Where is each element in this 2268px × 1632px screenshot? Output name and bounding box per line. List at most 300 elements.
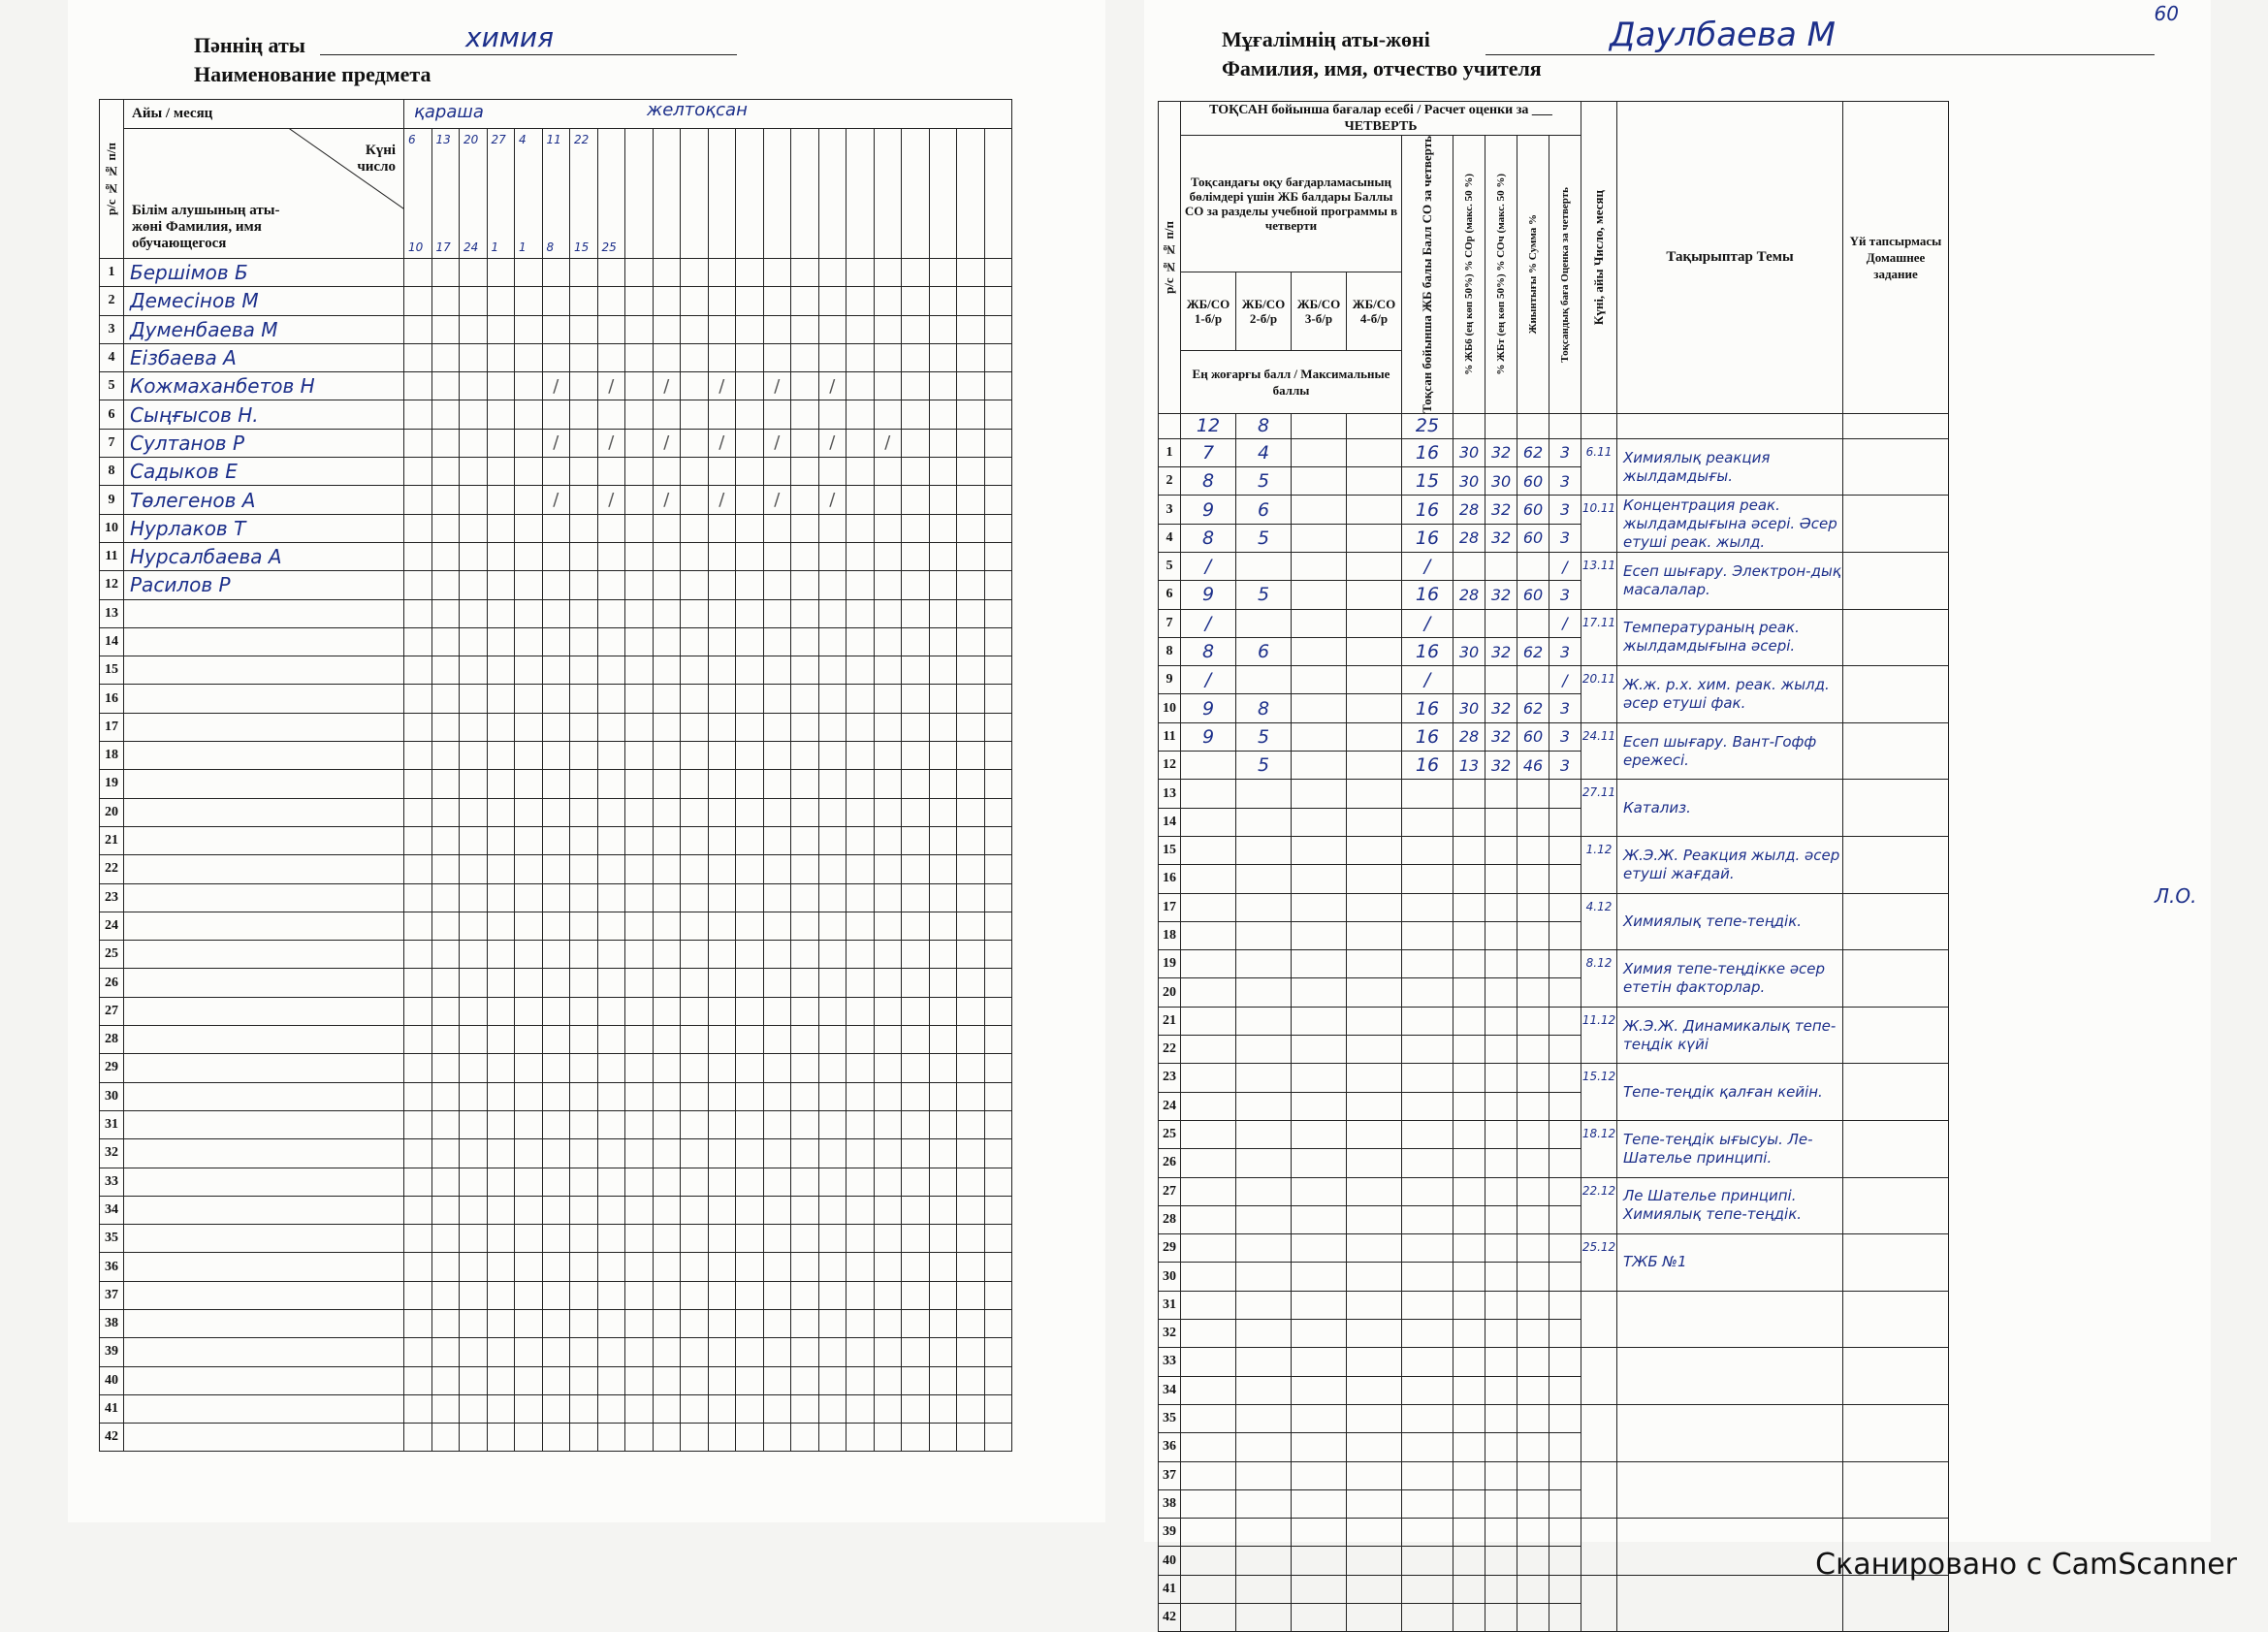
attendance-cell[interactable] bbox=[736, 486, 764, 514]
attendance-cell[interactable] bbox=[791, 1366, 819, 1394]
attendance-cell[interactable] bbox=[763, 742, 791, 770]
grade-cell[interactable]: / bbox=[1181, 609, 1236, 637]
attendance-cell[interactable] bbox=[460, 1082, 488, 1110]
attendance-cell[interactable]: / bbox=[708, 372, 736, 400]
attendance-cell[interactable] bbox=[984, 656, 1012, 685]
grade-cell[interactable]: 3 bbox=[1549, 722, 1581, 751]
attendance-cell[interactable] bbox=[681, 1394, 709, 1423]
attendance-cell[interactable] bbox=[431, 1281, 460, 1309]
attendance-cell[interactable] bbox=[487, 1082, 515, 1110]
attendance-cell[interactable] bbox=[736, 855, 764, 883]
attendance-cell[interactable] bbox=[570, 1424, 598, 1452]
grade-cell[interactable]: 30 bbox=[1453, 438, 1485, 466]
attendance-cell[interactable] bbox=[957, 599, 985, 627]
attendance-cell[interactable] bbox=[957, 1225, 985, 1253]
grade-cell[interactable] bbox=[1402, 921, 1453, 949]
attendance-cell[interactable] bbox=[984, 514, 1012, 542]
attendance-cell[interactable] bbox=[874, 372, 902, 400]
grade-cell[interactable]: 13 bbox=[1453, 752, 1485, 780]
attendance-cell[interactable] bbox=[874, 1026, 902, 1054]
attendance-cell[interactable] bbox=[763, 1168, 791, 1196]
attendance-cell[interactable] bbox=[791, 1139, 819, 1168]
attendance-cell[interactable] bbox=[708, 1394, 736, 1423]
attendance-cell[interactable] bbox=[902, 1394, 930, 1423]
attendance-cell[interactable] bbox=[597, 1281, 625, 1309]
attendance-cell[interactable] bbox=[597, 912, 625, 940]
attendance-cell[interactable] bbox=[763, 798, 791, 826]
grade-cell[interactable] bbox=[1292, 921, 1347, 949]
attendance-cell[interactable] bbox=[515, 1309, 543, 1337]
attendance-cell[interactable] bbox=[542, 656, 570, 685]
attendance-cell[interactable] bbox=[957, 1281, 985, 1309]
grade-cell[interactable] bbox=[1181, 1547, 1236, 1575]
attendance-cell[interactable] bbox=[681, 542, 709, 570]
attendance-cell[interactable]: / bbox=[653, 486, 681, 514]
attendance-cell[interactable] bbox=[929, 685, 957, 713]
attendance-cell[interactable] bbox=[957, 1309, 985, 1337]
attendance-cell[interactable] bbox=[653, 599, 681, 627]
attendance-cell[interactable] bbox=[874, 1366, 902, 1394]
grade-cell[interactable] bbox=[1236, 1603, 1292, 1631]
attendance-cell[interactable] bbox=[681, 826, 709, 854]
grade-cell[interactable] bbox=[1549, 1461, 1581, 1489]
attendance-cell[interactable] bbox=[597, 656, 625, 685]
attendance-cell[interactable] bbox=[431, 1168, 460, 1196]
grade-cell[interactable] bbox=[1347, 978, 1402, 1007]
attendance-cell[interactable] bbox=[542, 400, 570, 429]
attendance-cell[interactable] bbox=[653, 1281, 681, 1309]
attendance-cell[interactable] bbox=[818, 1082, 847, 1110]
attendance-cell[interactable]: / bbox=[597, 372, 625, 400]
attendance-cell[interactable] bbox=[736, 1309, 764, 1337]
attendance-cell[interactable] bbox=[404, 458, 432, 486]
attendance-cell[interactable] bbox=[460, 1309, 488, 1337]
grade-cell[interactable] bbox=[1292, 1036, 1347, 1064]
attendance-cell[interactable] bbox=[487, 542, 515, 570]
attendance-cell[interactable] bbox=[597, 685, 625, 713]
grade-cell[interactable] bbox=[1402, 836, 1453, 864]
attendance-cell[interactable] bbox=[791, 259, 819, 287]
grade-cell[interactable]: 32 bbox=[1485, 496, 1517, 524]
attendance-cell[interactable] bbox=[570, 656, 598, 685]
attendance-cell[interactable] bbox=[570, 713, 598, 741]
attendance-cell[interactable] bbox=[874, 969, 902, 997]
attendance-cell[interactable] bbox=[874, 599, 902, 627]
attendance-cell[interactable] bbox=[818, 259, 847, 287]
attendance-cell[interactable] bbox=[681, 1110, 709, 1138]
grade-cell[interactable] bbox=[1517, 921, 1549, 949]
attendance-cell[interactable] bbox=[570, 1054, 598, 1082]
attendance-cell[interactable] bbox=[791, 941, 819, 969]
attendance-cell[interactable] bbox=[929, 1424, 957, 1452]
attendance-cell[interactable] bbox=[625, 1026, 654, 1054]
attendance-cell[interactable] bbox=[929, 969, 957, 997]
grade-cell[interactable] bbox=[1292, 1064, 1347, 1092]
attendance-cell[interactable] bbox=[847, 770, 875, 798]
grade-cell[interactable] bbox=[1181, 1036, 1236, 1064]
attendance-cell[interactable] bbox=[736, 1394, 764, 1423]
attendance-cell[interactable] bbox=[929, 997, 957, 1025]
grade-cell[interactable] bbox=[1549, 1348, 1581, 1376]
lesson-homework[interactable] bbox=[1843, 1177, 1949, 1234]
attendance-cell[interactable] bbox=[515, 969, 543, 997]
attendance-cell[interactable] bbox=[847, 1168, 875, 1196]
attendance-cell[interactable] bbox=[791, 486, 819, 514]
lesson-homework[interactable] bbox=[1843, 1575, 1949, 1632]
grade-cell[interactable]: 16 bbox=[1402, 722, 1453, 751]
attendance-cell[interactable] bbox=[542, 1366, 570, 1394]
attendance-cell[interactable] bbox=[487, 1110, 515, 1138]
attendance-cell[interactable] bbox=[763, 1338, 791, 1366]
attendance-cell[interactable] bbox=[487, 514, 515, 542]
attendance-cell[interactable] bbox=[957, 542, 985, 570]
grade-cell[interactable] bbox=[1347, 1603, 1402, 1631]
grade-cell[interactable] bbox=[1453, 893, 1485, 921]
attendance-cell[interactable] bbox=[818, 770, 847, 798]
attendance-cell[interactable] bbox=[763, 1225, 791, 1253]
attendance-cell[interactable] bbox=[902, 798, 930, 826]
grade-cell[interactable] bbox=[1347, 1575, 1402, 1603]
attendance-cell[interactable] bbox=[736, 941, 764, 969]
attendance-cell[interactable] bbox=[515, 798, 543, 826]
grade-cell[interactable] bbox=[1347, 1519, 1402, 1547]
attendance-cell[interactable] bbox=[902, 685, 930, 713]
grade-cell[interactable] bbox=[1485, 1177, 1517, 1205]
grade-cell[interactable] bbox=[1549, 836, 1581, 864]
grade-cell[interactable] bbox=[1549, 1064, 1581, 1092]
attendance-cell[interactable] bbox=[515, 259, 543, 287]
attendance-cell[interactable] bbox=[763, 1394, 791, 1423]
attendance-cell[interactable] bbox=[570, 883, 598, 912]
attendance-cell[interactable]: / bbox=[653, 372, 681, 400]
attendance-cell[interactable] bbox=[431, 486, 460, 514]
attendance-cell[interactable] bbox=[653, 1139, 681, 1168]
attendance-cell[interactable] bbox=[847, 400, 875, 429]
attendance-cell[interactable] bbox=[515, 1168, 543, 1196]
attendance-cell[interactable] bbox=[570, 571, 598, 599]
grade-cell[interactable] bbox=[1292, 1519, 1347, 1547]
attendance-cell[interactable] bbox=[874, 627, 902, 656]
attendance-cell[interactable] bbox=[625, 1281, 654, 1309]
grade-cell[interactable] bbox=[1453, 1064, 1485, 1092]
attendance-cell[interactable] bbox=[818, 685, 847, 713]
attendance-cell[interactable] bbox=[431, 656, 460, 685]
attendance-cell[interactable] bbox=[902, 400, 930, 429]
attendance-cell[interactable] bbox=[460, 1139, 488, 1168]
attendance-cell[interactable] bbox=[791, 627, 819, 656]
lesson-homework[interactable] bbox=[1843, 836, 1949, 893]
attendance-cell[interactable] bbox=[818, 912, 847, 940]
attendance-cell[interactable] bbox=[984, 1338, 1012, 1366]
attendance-cell[interactable] bbox=[570, 969, 598, 997]
attendance-cell[interactable] bbox=[460, 1225, 488, 1253]
grade-cell[interactable]: 32 bbox=[1485, 752, 1517, 780]
attendance-cell[interactable] bbox=[736, 1225, 764, 1253]
attendance-cell[interactable] bbox=[515, 514, 543, 542]
attendance-cell[interactable] bbox=[902, 969, 930, 997]
grade-cell[interactable] bbox=[1453, 1036, 1485, 1064]
attendance-cell[interactable] bbox=[597, 458, 625, 486]
attendance-cell[interactable] bbox=[818, 713, 847, 741]
attendance-cell[interactable] bbox=[681, 912, 709, 940]
attendance-cell[interactable] bbox=[681, 770, 709, 798]
attendance-cell[interactable] bbox=[984, 826, 1012, 854]
attendance-cell[interactable] bbox=[681, 941, 709, 969]
attendance-cell[interactable] bbox=[404, 742, 432, 770]
grade-cell[interactable] bbox=[1292, 808, 1347, 836]
attendance-cell[interactable] bbox=[431, 1366, 460, 1394]
attendance-cell[interactable] bbox=[736, 1139, 764, 1168]
attendance-cell[interactable] bbox=[460, 372, 488, 400]
attendance-cell[interactable] bbox=[902, 1026, 930, 1054]
attendance-cell[interactable] bbox=[929, 1082, 957, 1110]
attendance-cell[interactable] bbox=[818, 1196, 847, 1224]
attendance-cell[interactable] bbox=[847, 1110, 875, 1138]
grade-cell[interactable] bbox=[1347, 1547, 1402, 1575]
grade-cell[interactable] bbox=[1292, 1575, 1347, 1603]
grade-cell[interactable]: 5 bbox=[1236, 722, 1292, 751]
grade-cell[interactable] bbox=[1347, 722, 1402, 751]
grade-cell[interactable] bbox=[1402, 1149, 1453, 1177]
attendance-cell[interactable] bbox=[681, 1196, 709, 1224]
grade-cell[interactable] bbox=[1517, 1575, 1549, 1603]
attendance-cell[interactable] bbox=[874, 1338, 902, 1366]
attendance-cell[interactable] bbox=[902, 1338, 930, 1366]
attendance-cell[interactable] bbox=[902, 259, 930, 287]
attendance-cell[interactable] bbox=[542, 259, 570, 287]
grade-cell[interactable] bbox=[1236, 609, 1292, 637]
attendance-cell[interactable] bbox=[818, 1338, 847, 1366]
attendance-cell[interactable] bbox=[597, 514, 625, 542]
grade-cell[interactable] bbox=[1347, 752, 1402, 780]
attendance-cell[interactable] bbox=[847, 997, 875, 1025]
attendance-cell[interactable] bbox=[847, 514, 875, 542]
grade-cell[interactable] bbox=[1549, 865, 1581, 893]
attendance-cell[interactable] bbox=[653, 1394, 681, 1423]
attendance-cell[interactable] bbox=[902, 458, 930, 486]
attendance-cell[interactable] bbox=[681, 1338, 709, 1366]
attendance-cell[interactable] bbox=[570, 685, 598, 713]
grade-cell[interactable] bbox=[1402, 1575, 1453, 1603]
attendance-cell[interactable] bbox=[542, 287, 570, 315]
grade-cell[interactable] bbox=[1517, 553, 1549, 581]
attendance-cell[interactable] bbox=[984, 571, 1012, 599]
attendance-cell[interactable] bbox=[708, 742, 736, 770]
attendance-cell[interactable] bbox=[542, 1309, 570, 1337]
grade-cell[interactable] bbox=[1517, 1547, 1549, 1575]
attendance-cell[interactable] bbox=[902, 1168, 930, 1196]
attendance-cell[interactable] bbox=[515, 627, 543, 656]
attendance-cell[interactable] bbox=[515, 315, 543, 343]
grade-cell[interactable] bbox=[1549, 1205, 1581, 1233]
attendance-cell[interactable] bbox=[597, 770, 625, 798]
attendance-cell[interactable] bbox=[708, 912, 736, 940]
attendance-cell[interactable] bbox=[818, 997, 847, 1025]
attendance-cell[interactable] bbox=[791, 343, 819, 371]
attendance-cell[interactable] bbox=[431, 429, 460, 457]
attendance-cell[interactable] bbox=[984, 315, 1012, 343]
grade-cell[interactable]: 32 bbox=[1485, 524, 1517, 552]
attendance-cell[interactable] bbox=[570, 826, 598, 854]
grade-cell[interactable]: 16 bbox=[1402, 637, 1453, 665]
attendance-cell[interactable] bbox=[957, 315, 985, 343]
attendance-cell[interactable] bbox=[570, 912, 598, 940]
attendance-cell[interactable] bbox=[763, 941, 791, 969]
attendance-cell[interactable] bbox=[818, 315, 847, 343]
attendance-cell[interactable] bbox=[431, 1139, 460, 1168]
attendance-cell[interactable] bbox=[542, 599, 570, 627]
attendance-cell[interactable] bbox=[763, 1110, 791, 1138]
grade-cell[interactable]: 3 bbox=[1549, 438, 1581, 466]
lesson-homework[interactable] bbox=[1843, 722, 1949, 780]
attendance-cell[interactable] bbox=[984, 997, 1012, 1025]
grade-cell[interactable] bbox=[1517, 808, 1549, 836]
attendance-cell[interactable] bbox=[404, 770, 432, 798]
attendance-cell[interactable] bbox=[653, 1168, 681, 1196]
grade-cell[interactable]: 60 bbox=[1517, 581, 1549, 609]
attendance-cell[interactable] bbox=[874, 826, 902, 854]
attendance-cell[interactable] bbox=[431, 400, 460, 429]
attendance-cell[interactable] bbox=[929, 372, 957, 400]
attendance-cell[interactable] bbox=[487, 826, 515, 854]
attendance-cell[interactable] bbox=[736, 627, 764, 656]
attendance-cell[interactable] bbox=[460, 287, 488, 315]
grade-cell[interactable] bbox=[1517, 1461, 1549, 1489]
attendance-cell[interactable] bbox=[653, 1253, 681, 1281]
attendance-cell[interactable] bbox=[957, 798, 985, 826]
grade-cell[interactable] bbox=[1453, 609, 1485, 637]
attendance-cell[interactable] bbox=[653, 1054, 681, 1082]
attendance-cell[interactable] bbox=[847, 798, 875, 826]
attendance-cell[interactable] bbox=[625, 685, 654, 713]
attendance-cell[interactable] bbox=[542, 742, 570, 770]
attendance-cell[interactable] bbox=[487, 855, 515, 883]
grade-cell[interactable] bbox=[1517, 893, 1549, 921]
grade-cell[interactable] bbox=[1485, 865, 1517, 893]
attendance-cell[interactable] bbox=[570, 1225, 598, 1253]
attendance-cell[interactable] bbox=[570, 1366, 598, 1394]
attendance-cell[interactable] bbox=[736, 656, 764, 685]
attendance-cell[interactable] bbox=[874, 1394, 902, 1423]
grade-cell[interactable] bbox=[1402, 1348, 1453, 1376]
attendance-cell[interactable] bbox=[404, 1054, 432, 1082]
grade-cell[interactable]: 60 bbox=[1517, 496, 1549, 524]
grade-cell[interactable] bbox=[1347, 694, 1402, 722]
attendance-cell[interactable] bbox=[681, 458, 709, 486]
grade-cell[interactable] bbox=[1549, 1320, 1581, 1348]
attendance-cell[interactable]: / bbox=[818, 486, 847, 514]
grade-cell[interactable]: / bbox=[1549, 666, 1581, 694]
grade-cell[interactable]: 30 bbox=[1453, 694, 1485, 722]
grade-cell[interactable] bbox=[1236, 921, 1292, 949]
attendance-cell[interactable] bbox=[902, 343, 930, 371]
attendance-cell[interactable] bbox=[625, 1082, 654, 1110]
lesson-homework[interactable] bbox=[1843, 1007, 1949, 1064]
attendance-cell[interactable] bbox=[984, 458, 1012, 486]
attendance-cell[interactable] bbox=[763, 627, 791, 656]
attendance-cell[interactable] bbox=[791, 1110, 819, 1138]
attendance-cell[interactable] bbox=[681, 1424, 709, 1452]
grade-cell[interactable] bbox=[1453, 950, 1485, 978]
attendance-cell[interactable] bbox=[957, 1054, 985, 1082]
grade-cell[interactable] bbox=[1485, 1120, 1517, 1148]
attendance-cell[interactable] bbox=[515, 1225, 543, 1253]
grade-cell[interactable] bbox=[1549, 893, 1581, 921]
attendance-cell[interactable] bbox=[431, 1110, 460, 1138]
attendance-cell[interactable] bbox=[487, 400, 515, 429]
attendance-cell[interactable] bbox=[570, 1394, 598, 1423]
attendance-cell[interactable] bbox=[791, 542, 819, 570]
attendance-cell[interactable] bbox=[902, 826, 930, 854]
attendance-cell[interactable] bbox=[957, 372, 985, 400]
attendance-cell[interactable] bbox=[653, 400, 681, 429]
attendance-cell[interactable] bbox=[681, 1168, 709, 1196]
attendance-cell[interactable] bbox=[874, 315, 902, 343]
attendance-cell[interactable] bbox=[542, 542, 570, 570]
attendance-cell[interactable] bbox=[929, 855, 957, 883]
attendance-cell[interactable] bbox=[847, 1281, 875, 1309]
attendance-cell[interactable] bbox=[902, 514, 930, 542]
attendance-cell[interactable] bbox=[570, 770, 598, 798]
attendance-cell[interactable] bbox=[625, 969, 654, 997]
attendance-cell[interactable] bbox=[653, 1026, 681, 1054]
attendance-cell[interactable] bbox=[929, 826, 957, 854]
attendance-cell[interactable] bbox=[847, 656, 875, 685]
attendance-cell[interactable] bbox=[984, 1139, 1012, 1168]
grade-cell[interactable] bbox=[1549, 780, 1581, 808]
grade-cell[interactable] bbox=[1292, 780, 1347, 808]
grade-cell[interactable] bbox=[1453, 1291, 1485, 1319]
grade-cell[interactable]: 6 bbox=[1236, 637, 1292, 665]
attendance-cell[interactable] bbox=[763, 997, 791, 1025]
grade-cell[interactable] bbox=[1236, 1404, 1292, 1432]
attendance-cell[interactable] bbox=[874, 685, 902, 713]
attendance-cell[interactable] bbox=[874, 458, 902, 486]
attendance-cell[interactable] bbox=[625, 941, 654, 969]
attendance-cell[interactable] bbox=[404, 1253, 432, 1281]
grade-cell[interactable]: 46 bbox=[1517, 752, 1549, 780]
grade-cell[interactable] bbox=[1181, 1291, 1236, 1319]
attendance-cell[interactable] bbox=[957, 685, 985, 713]
attendance-cell[interactable] bbox=[818, 599, 847, 627]
grade-cell[interactable] bbox=[1181, 1007, 1236, 1035]
attendance-cell[interactable] bbox=[460, 969, 488, 997]
grade-cell[interactable] bbox=[1453, 666, 1485, 694]
grade-cell[interactable]: 9 bbox=[1181, 694, 1236, 722]
attendance-cell[interactable] bbox=[653, 912, 681, 940]
attendance-cell[interactable] bbox=[681, 315, 709, 343]
lesson-homework[interactable] bbox=[1843, 609, 1949, 666]
grade-cell[interactable] bbox=[1517, 1489, 1549, 1518]
attendance-cell[interactable] bbox=[818, 826, 847, 854]
attendance-cell[interactable] bbox=[625, 1366, 654, 1394]
attendance-cell[interactable] bbox=[708, 259, 736, 287]
attendance-cell[interactable] bbox=[460, 656, 488, 685]
grade-cell[interactable]: 3 bbox=[1549, 637, 1581, 665]
grade-cell[interactable] bbox=[1549, 978, 1581, 1007]
attendance-cell[interactable] bbox=[874, 1309, 902, 1337]
attendance-cell[interactable] bbox=[570, 627, 598, 656]
attendance-cell[interactable] bbox=[957, 1394, 985, 1423]
attendance-cell[interactable] bbox=[847, 1139, 875, 1168]
attendance-cell[interactable] bbox=[736, 514, 764, 542]
attendance-cell[interactable] bbox=[404, 1082, 432, 1110]
attendance-cell[interactable] bbox=[542, 685, 570, 713]
attendance-cell[interactable] bbox=[625, 713, 654, 741]
grade-cell[interactable] bbox=[1485, 950, 1517, 978]
attendance-cell[interactable] bbox=[818, 1026, 847, 1054]
attendance-cell[interactable] bbox=[708, 1253, 736, 1281]
